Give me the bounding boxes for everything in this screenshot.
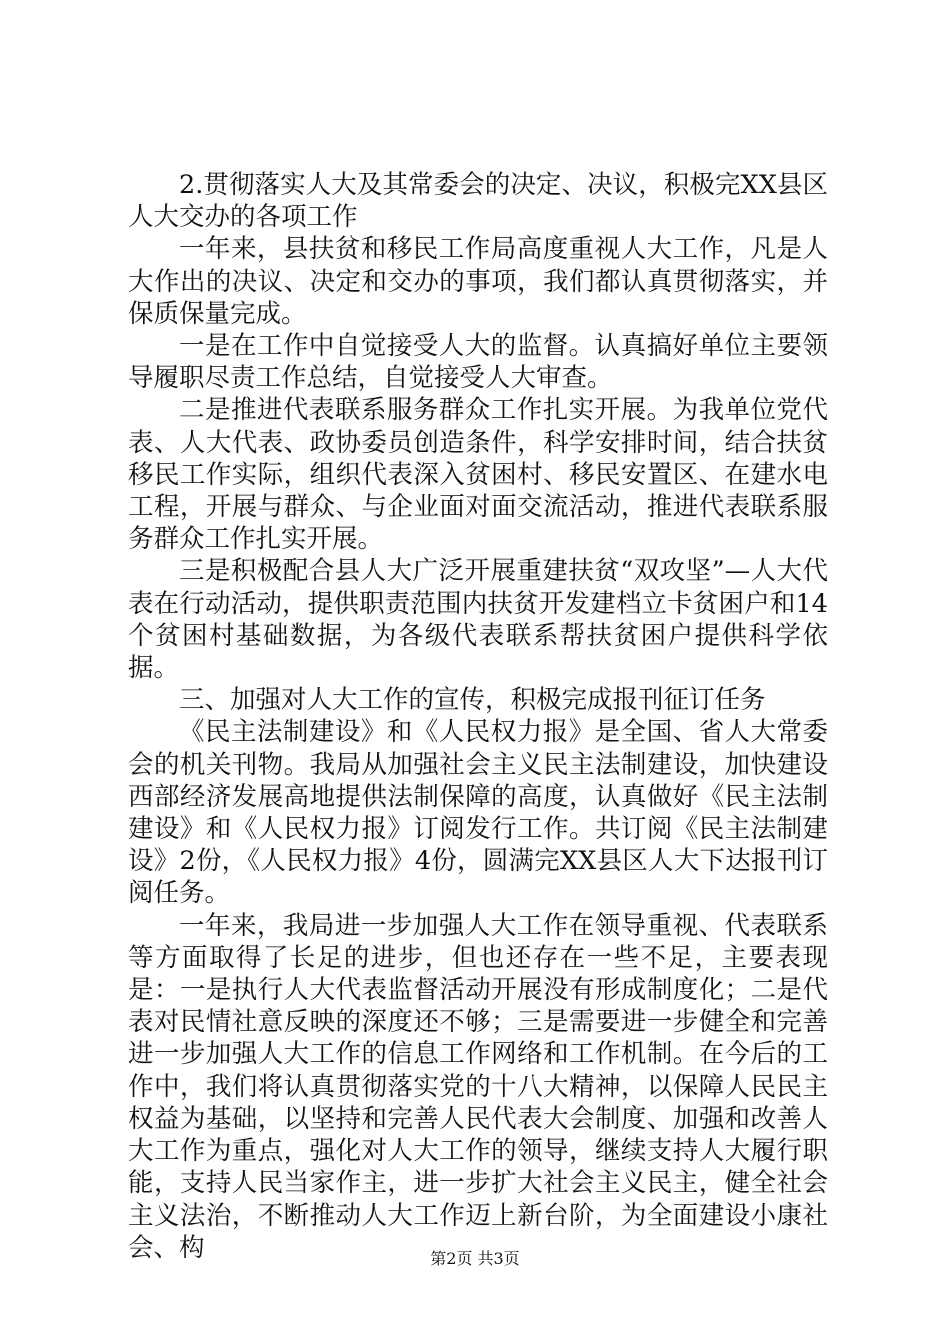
- paragraph-overview: 一年来，县扶贫和移民工作局高度重视人大工作，凡是人大作出的决议、决定和交办的事项，我们都认真贯彻落实，并保质保量完成。: [128, 234, 828, 329]
- paragraph-point-one: 一是在工作中自觉接受人大的监督。认真搞好单位主要领导履职尽责工作总结，自觉接受人大审查。: [128, 331, 828, 394]
- document-body: [128, 169, 828, 1264]
- paragraph-point-three: 三是积极配合县人大广泛开展重建扶贫“双攻坚”—人大代表在行动活动，提供职责范围内扶贫开发建档立卡贫困户和14个贫困村基础数据，为各级代表联系帮扶贫困户提供科学依据。: [128, 556, 828, 684]
- page-number-footer: 第2页 共3页: [430, 1249, 520, 1268]
- paragraph-summary: 一年来，我局进一步加强人大工作在领导重视、代表联系等方面取得了长足的进步，但也还存在一些不足，主要表现是：一是执行人大代表监督活动开展没有形成制度化；二是代表对民情社意反映的深度还不够；三是需要进一步健全和完善进一步加强人大工作的信息工作网络和工作机制。在今后的工作中，我们将认真贯彻落实党的十八大精神，以保障人民民主权益为基础，以坚持和完善人民代表大会制度、加强和改善人大工作为重点，强化对人大工作的领导，继续支持人大履行职能，支持人民当家作主，进一步扩大社会主义民主，健全社会主义法治，不断推动人大工作迈上新台阶，为全面建设小康社会、构: [128, 910, 828, 1263]
- paragraph-subscriptions: 《民主法制建设》和《人民权力报》是全国、省人大常委会的机关刊物。我局从加强社会主义民主法制建设，加快建设西部经济发展高地提供法制保障的高度，认真做好《民主法制建设》和《人民权力报》订阅发行工作。共订阅《民主法制建设》2份，《人民权力报》4份，圆满完XX县区人大下达报刊订阅任务。: [128, 717, 828, 909]
- paragraph-section-2-heading: 2.贯彻落实人大及其常委会的决定、决议，积极完XX县区人大交办的各项工作: [128, 170, 828, 233]
- paragraph-point-two: 二是推进代表联系服务群众工作扎实开展。为我单位党代表、人大代表、政协委员创造条件，科学安排时间，结合扶贫移民工作实际，组织代表深入贫困村、移民安置区、在建水电工程，开展与群众、与企业面对面交流活动，推进代表联系服务群众工作扎实开展。: [128, 395, 828, 555]
- paragraph-section-3-heading: 三、加强对人大工作的宣传，积极完成报刊征订任务: [179, 685, 766, 716]
